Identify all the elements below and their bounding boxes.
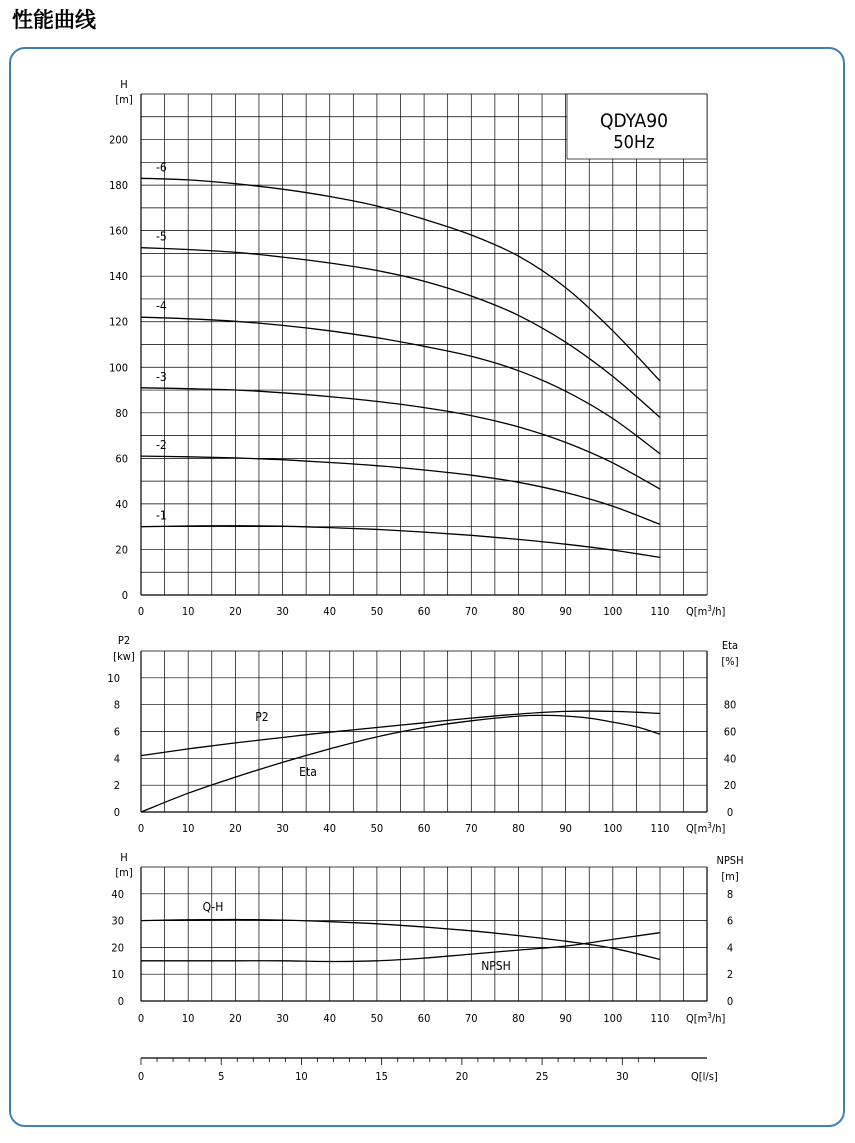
power-x-tick-label: 10 <box>181 822 195 835</box>
hq-x-tick-label: 90 <box>559 605 572 618</box>
hq-curve-label: -3 <box>156 369 167 384</box>
power-x-tick-label: 90 <box>559 822 572 835</box>
qh-y-tick-label: 0 <box>117 995 124 1008</box>
npsh-x-tick-label: 10 <box>181 1012 195 1025</box>
eta-y-axis-unit: [%] <box>721 655 739 668</box>
eta-y-tick-label: 80 <box>723 698 737 712</box>
ls-axis-tick-label: 15 <box>375 1070 388 1083</box>
hq-y-tick-label: 180 <box>109 179 128 193</box>
npsh-x-tick-label: 60 <box>417 1012 431 1025</box>
eta-y-axis-label: Eta <box>721 639 739 652</box>
ls-axis-label: Q[l/s] <box>691 1070 718 1083</box>
npsh-x-tick-label: 90 <box>559 1012 572 1025</box>
hq-x-tick-label: 30 <box>276 605 289 618</box>
power-x-tick-label: 30 <box>276 822 289 835</box>
hq-y-tick-label: 60 <box>115 452 128 466</box>
qh-y-tick-label: 40 <box>111 887 124 901</box>
hq-y-tick-label: 40 <box>115 497 128 511</box>
hq-x-tick-label: 20 <box>229 605 242 618</box>
ls-axis-tick-label: 10 <box>295 1070 308 1083</box>
npsh-y-tick-label: 2 <box>726 968 734 982</box>
qh-y-tick-label: 20 <box>111 941 124 955</box>
npsh-x-tick-label: 0 <box>137 1012 145 1025</box>
qh-curve-label: Q-H <box>202 900 224 914</box>
hq-x-axis-label: $Q[m^3/h]$ <box>686 604 726 618</box>
ls-axis-tick-label: 0 <box>137 1070 145 1083</box>
eta-y-tick-label: 20 <box>723 779 737 793</box>
hq-x-tick-label: 100 <box>603 605 623 618</box>
power-y-tick-label: 8 <box>113 698 120 712</box>
power-x-tick-label: 80 <box>512 822 525 835</box>
eta-y-tick-label: 40 <box>723 752 737 766</box>
npsh-x-tick-label: 100 <box>603 1012 623 1025</box>
npsh-x-tick-label: 110 <box>650 1012 670 1025</box>
hq-y-axis-unit: [m] <box>115 93 133 106</box>
hq-x-tick-label: 40 <box>323 605 337 618</box>
qh-y-tick-label: 30 <box>111 914 124 928</box>
npsh-x-tick-label: 40 <box>323 1012 337 1025</box>
qh-y-tick-label: 10 <box>111 968 124 982</box>
npsh-y-tick-label: 6 <box>726 914 734 928</box>
hq-curve-label: -4 <box>156 299 167 314</box>
power-y-tick-label: 6 <box>113 725 120 739</box>
hq-y-tick-label: 100 <box>109 361 128 375</box>
hq-x-tick-label: 0 <box>137 605 145 618</box>
hq-y-tick-label: 80 <box>115 406 128 420</box>
hq-y-axis-label: H <box>120 78 128 91</box>
ls-axis-tick-label: 5 <box>218 1070 225 1083</box>
hq-y-tick-label: 120 <box>109 315 128 329</box>
npsh-x-tick-label: 50 <box>370 1012 384 1025</box>
qh-y-axis-label: H <box>120 851 128 864</box>
power-x-tick-label: 70 <box>464 822 478 835</box>
npsh-y-axis-unit: [m] <box>721 870 739 883</box>
npsh-y-tick-label: 4 <box>726 941 734 955</box>
npsh-y-tick-label: 0 <box>726 995 734 1008</box>
hq-x-tick-label: 80 <box>512 605 525 618</box>
power-y-axis-unit: [kw] <box>113 650 135 663</box>
power-x-tick-label: 50 <box>370 822 384 835</box>
eta-y-tick-label: 0 <box>726 806 734 819</box>
hq-x-tick-label: 10 <box>181 605 195 618</box>
ls-axis-tick-label: 30 <box>616 1070 629 1083</box>
hq-x-tick-label: 60 <box>417 605 431 618</box>
hq-y-tick-label: 0 <box>121 589 128 602</box>
hq-curve-label: -5 <box>156 229 167 244</box>
frequency-label: 50Hz <box>613 132 655 153</box>
npsh-y-axis-label: NPSH <box>716 854 744 867</box>
page-title: 性能曲线 <box>12 8 96 32</box>
hq-x-tick-label: 70 <box>464 605 478 618</box>
power-x-tick-label: 110 <box>650 822 670 835</box>
eta-curve-label: Eta <box>299 765 317 779</box>
npsh-x-tick-label: 80 <box>512 1012 525 1025</box>
power-y-tick-label: 4 <box>113 752 120 766</box>
npsh-x-tick-label: 30 <box>276 1012 289 1025</box>
npsh-curve-label: NPSH <box>481 959 511 973</box>
power-x-tick-label: 20 <box>229 822 242 835</box>
hq-curve-label: -1 <box>156 508 167 523</box>
hq-y-tick-label: 160 <box>109 224 128 238</box>
hq-x-tick-label: 110 <box>650 605 670 618</box>
power-y-tick-label: 0 <box>113 806 120 819</box>
npsh-x-axis-label: $Q[m^3/h]$ <box>686 1011 726 1025</box>
model-title: QDYA90 <box>600 110 668 132</box>
npsh-y-tick-label: 8 <box>726 887 734 901</box>
hq-y-tick-label: 20 <box>115 543 128 557</box>
hq-curve-label: -6 <box>156 160 167 175</box>
qh-y-axis-unit: [m] <box>115 866 133 879</box>
eta-y-tick-label: 60 <box>723 725 737 739</box>
power-y-tick-label: 2 <box>113 779 120 793</box>
power-y-tick-label: 10 <box>107 671 120 685</box>
ls-axis-tick-label: 25 <box>535 1070 549 1083</box>
npsh-x-tick-label: 20 <box>229 1012 242 1025</box>
hq-curve-label: -2 <box>156 438 167 453</box>
power-x-axis-label: $Q[m^3/h]$ <box>686 821 726 835</box>
npsh-x-tick-label: 70 <box>464 1012 478 1025</box>
power-x-tick-label: 0 <box>137 822 145 835</box>
hq-x-tick-label: 50 <box>370 605 384 618</box>
power-x-tick-label: 40 <box>323 822 337 835</box>
power-x-tick-label: 100 <box>603 822 623 835</box>
power-x-tick-label: 60 <box>417 822 431 835</box>
hq-y-tick-label: 200 <box>109 133 128 147</box>
hq-y-tick-label: 140 <box>109 270 128 284</box>
p2-curve-label: P2 <box>255 710 269 724</box>
power-y-axis-label: P2 <box>117 634 131 647</box>
ls-axis-tick-label: 20 <box>455 1070 469 1083</box>
